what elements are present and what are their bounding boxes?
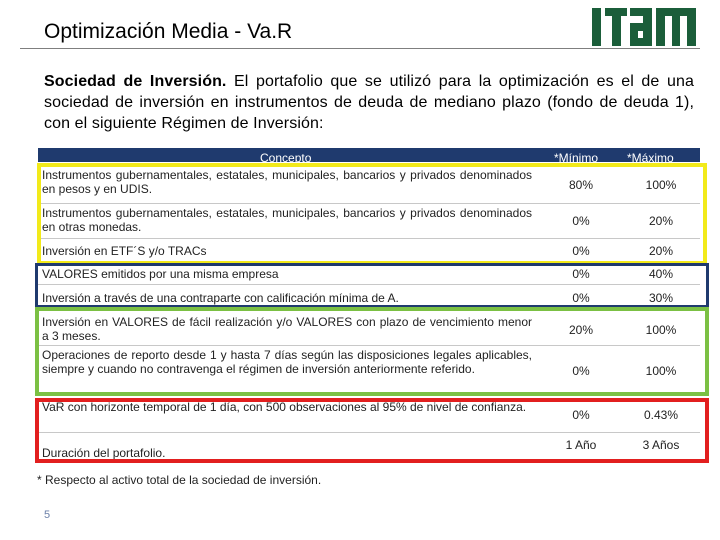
- row-max: 100%: [645, 178, 677, 192]
- row-max: 3 Años: [642, 438, 680, 452]
- row-min: 20%: [568, 323, 594, 337]
- row-max: 100%: [645, 364, 677, 378]
- row-concept: Duración del portafolio.: [42, 446, 166, 460]
- intro-paragraph: [44, 71, 694, 134]
- row-concept: VaR con horizonte temporal de 1 día, con 500 observaciones al 95% de nivel de confianza.: [42, 400, 527, 414]
- itam-logo: [590, 6, 700, 48]
- row-concept: Instrumentos gubernamentales, estatales, municipales, bancarios y privados denominados en otras monedas.: [42, 206, 532, 234]
- row-concept: Inversión a través de una contraparte con calificación mínima de A.: [42, 291, 399, 305]
- slide-title: Optimización Media - Va.R: [44, 20, 293, 43]
- group-box-red: [35, 398, 709, 463]
- row-max: 20%: [648, 214, 674, 228]
- table-header: [38, 148, 700, 165]
- row-min: 0%: [572, 364, 590, 378]
- title-divider: [20, 48, 700, 49]
- intro-lead: Sociedad de Inversión.: [44, 73, 227, 90]
- page-number: 5: [44, 509, 51, 521]
- row-max: 0.43%: [643, 408, 679, 422]
- row-min: 0%: [572, 214, 590, 228]
- header-min: *Mínimo: [554, 151, 599, 165]
- row-max: 100%: [645, 323, 677, 337]
- row-max: 40%: [648, 267, 674, 281]
- row-max: 20%: [648, 244, 674, 258]
- row-min: 0%: [572, 291, 590, 305]
- row-min: 1 Año: [565, 438, 597, 452]
- row-concept: VALORES emitidos por una misma empresa: [42, 267, 279, 281]
- header-max: *Máximo: [627, 151, 674, 165]
- footnote: * Respecto al activo total de la sociedad de inversión.: [37, 473, 322, 487]
- group-box-navy: [35, 263, 709, 308]
- row-max: 30%: [648, 291, 674, 305]
- row-concept: Instrumentos gubernamentales, estatales, municipales, bancarios y privados denominados en pesos y en UDIS.: [42, 168, 532, 196]
- row-min: 0%: [572, 244, 590, 258]
- row-concept: Operaciones de reporto desde 1 y hasta 7 días según las disposiciones legales aplicables, siempre y cuando no contravenga el régimen de inversión anteriormente referido.: [42, 348, 532, 376]
- row-min: 0%: [572, 408, 590, 422]
- group-box-yellow: [37, 163, 707, 265]
- group-box-green: [35, 307, 709, 396]
- row-min: 80%: [568, 178, 594, 192]
- row-concept: Inversión en ETF´S y/o TRACs: [42, 244, 207, 258]
- row-min: 0%: [572, 267, 590, 281]
- intro-text: El portafolio que se utilizó para la optimización es el de una sociedad de inversión en instrumentos de deuda de mediano plazo (fondo de deuda 1), con el siguiente Régimen de Inversión:: [44, 73, 694, 132]
- row-concept: Inversión en VALORES de fácil realización y/o VALORES con plazo de vencimiento menor a 3 meses.: [42, 315, 532, 343]
- header-concept: Concepto: [260, 151, 312, 165]
